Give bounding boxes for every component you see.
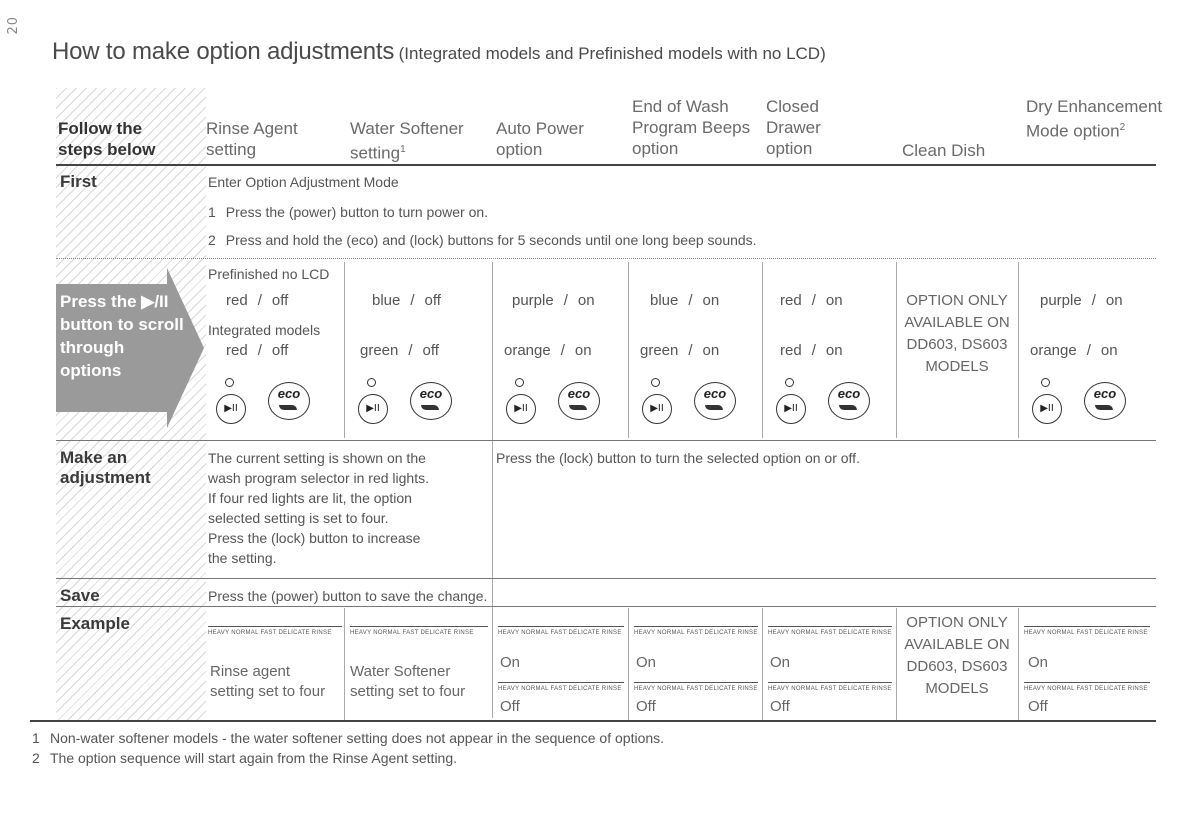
play-pause-icon: ▶II	[506, 394, 536, 424]
note-line: AVAILABLE ON	[904, 314, 1010, 331]
footnote-1	[32, 730, 664, 746]
col-divider	[628, 262, 629, 438]
option-pair: orange / on	[1030, 342, 1118, 359]
footnote-ref-1: 1	[400, 144, 406, 155]
option-state: on	[702, 342, 720, 359]
first-step-1	[208, 204, 488, 220]
option-color: red	[226, 342, 248, 359]
header-water-softener	[350, 118, 490, 164]
note-line: AVAILABLE ON	[904, 636, 1010, 653]
text-line: Water Softener	[350, 663, 451, 680]
note-line: MODELS	[925, 680, 989, 697]
scale-label: HEAVY NORMAL FAST DELICATE RINSE	[768, 686, 892, 692]
option-color: purple	[1040, 292, 1082, 309]
eco-icon: eco	[1084, 382, 1126, 420]
option-state: off	[271, 292, 289, 309]
option-pair: purple / on	[1040, 292, 1123, 309]
text-line: The current setting is shown on the	[208, 450, 426, 466]
indicator-dot-icon	[367, 378, 376, 387]
row-divider	[56, 606, 1156, 607]
indicator-dot-icon	[1041, 378, 1050, 387]
eco-icon: eco	[828, 382, 870, 420]
header-end-of-wash: End of Wash Program Beeps option	[632, 97, 751, 158]
table-bottom-rule	[30, 720, 1156, 722]
first-step-2	[208, 232, 757, 248]
col-divider	[628, 608, 629, 720]
option-color: orange	[504, 342, 551, 359]
option-state: on	[702, 292, 720, 309]
header-dry-enhancement	[1026, 96, 1176, 142]
footnote-text: Non-water softener models - the water softener setting does not appear in the sequence of options.	[50, 730, 665, 746]
play-pause-icon: ▶II	[216, 394, 246, 424]
footnote-number: 1	[32, 730, 40, 746]
eco-icon: eco	[558, 382, 600, 420]
wash-program-scale	[498, 676, 624, 692]
title-sub: (Integrated models and Prefinished models with no LCD)	[398, 44, 826, 63]
text-line: wash program selector in red lights.	[208, 470, 429, 486]
play-pause-icon: ▶II	[1032, 394, 1062, 424]
option-color: red	[780, 292, 802, 309]
col-divider	[1018, 262, 1019, 438]
note-line: DD603, DS603	[906, 336, 1008, 353]
row-divider	[56, 440, 1156, 441]
wash-program-scale	[498, 620, 624, 636]
col-divider	[344, 608, 345, 720]
option-color: red	[226, 292, 248, 309]
option-pair: blue / off	[372, 292, 441, 309]
first-title: Enter Option Adjustment Mode	[208, 174, 399, 190]
clean-dish-note-example	[898, 612, 1016, 700]
wash-program-scale	[350, 620, 488, 636]
scale-label: HEAVY NORMAL FAST DELICATE RINSE	[1024, 686, 1148, 692]
note-line: MODELS	[925, 358, 989, 375]
on-label: On	[500, 654, 521, 671]
scroll-arrow-text: Press the ▶/II button to scroll through options	[60, 292, 184, 380]
row-divider	[56, 578, 1156, 579]
indicator-dot-icon	[515, 378, 524, 387]
indicator-dot-icon	[225, 378, 234, 387]
col-divider	[762, 262, 763, 438]
option-pair: red / on	[780, 292, 843, 309]
option-color: orange	[1030, 342, 1077, 359]
page-number: 20	[6, 16, 21, 35]
header-clean-dish: Clean Dish	[902, 141, 986, 160]
row-label-first: First	[60, 172, 97, 191]
footnote-ref-2: 2	[1119, 122, 1126, 133]
step-text: Press the (power) button to turn power on.	[225, 204, 489, 220]
option-state: on	[574, 342, 592, 359]
row-label-make-adjustment: Make an adjustment	[60, 448, 151, 487]
off-label: Off	[1028, 698, 1048, 715]
play-pause-icon: ▶II	[358, 394, 388, 424]
play-pause-icon: ▶II	[776, 394, 806, 424]
option-pair: red / off	[226, 292, 289, 309]
header-rinse-agent: Rinse Agent setting	[206, 119, 298, 159]
button-icons	[500, 378, 610, 426]
step-number: 1	[208, 204, 216, 220]
text-line: Rinse agent	[210, 663, 291, 680]
option-state: on	[1105, 292, 1123, 309]
scale-label: HEAVY NORMAL FAST DELICATE RINSE	[498, 630, 622, 636]
footnote-number: 2	[32, 750, 40, 766]
note-line: OPTION ONLY	[906, 614, 1008, 631]
col-divider	[344, 262, 345, 438]
scale-label: HEAVY NORMAL FAST DELICATE RINSE	[768, 630, 892, 636]
col-divider	[492, 262, 493, 718]
note-line: DD603, DS603	[906, 658, 1008, 675]
on-label: On	[1028, 654, 1049, 671]
option-state: on	[577, 292, 595, 309]
step-text: Press and hold the (eco) and (lock) buttons for 5 seconds until one long beep sounds.	[225, 232, 757, 248]
off-label: Off	[770, 698, 790, 715]
header-water-softener-label: Water Softener setting	[350, 119, 464, 163]
save-text: Press the (power) button to save the change.	[208, 588, 488, 604]
option-color: blue	[650, 292, 679, 309]
option-color: green	[360, 342, 399, 359]
header-closed-drawer: Closed Drawer option	[766, 97, 821, 158]
off-label: Off	[636, 698, 656, 715]
wash-program-scale	[208, 620, 342, 636]
option-pair: red / on	[780, 342, 843, 359]
clean-dish-note	[898, 290, 1016, 378]
play-pause-icon: ▶II	[642, 394, 672, 424]
option-state: on	[1100, 342, 1118, 359]
button-icons	[636, 378, 746, 426]
button-icons	[770, 378, 880, 426]
rinse-example-text	[210, 662, 325, 702]
option-state: on	[825, 292, 843, 309]
scale-label: HEAVY NORMAL FAST DELICATE RINSE	[634, 686, 758, 692]
wash-program-scale	[768, 676, 892, 692]
option-state: on	[825, 342, 843, 359]
header-dry-enhancement-label: Dry Enhancement Mode option	[1026, 97, 1163, 141]
footnote-2	[32, 750, 457, 766]
header-follow: Follow the steps below	[58, 119, 156, 159]
title-main: How to make option adjustments	[52, 38, 395, 65]
header-rule	[56, 164, 1156, 166]
text-line: selected setting is set to four.	[208, 510, 389, 526]
wash-program-scale	[1024, 620, 1150, 636]
text-line: Press the (lock) button to increase	[208, 530, 421, 546]
eco-icon: eco	[694, 382, 736, 420]
col-divider	[896, 262, 897, 438]
eco-icon: eco	[268, 382, 310, 420]
on-label: On	[636, 654, 657, 671]
option-state: off	[424, 292, 441, 309]
make-right-text: Press the (lock) button to turn the selected option on or off.	[496, 450, 860, 466]
row-label-example: Example	[60, 614, 130, 633]
option-pair: orange / on	[504, 342, 592, 359]
text-line: setting set to four	[350, 683, 466, 700]
col-divider	[762, 608, 763, 720]
button-icons	[352, 378, 462, 426]
scale-label: HEAVY NORMAL FAST DELICATE RINSE	[498, 686, 622, 692]
indicator-dot-icon	[785, 378, 794, 387]
footnote-text: The option sequence will start again from the Rinse Agent setting.	[50, 750, 458, 766]
option-state: off	[271, 342, 289, 359]
row-label-save: Save	[60, 586, 100, 605]
indicator-dot-icon	[651, 378, 660, 387]
scale-label: HEAVY NORMAL FAST DELICATE RINSE	[350, 630, 474, 636]
text-line: setting set to four	[210, 683, 326, 700]
col-divider	[1018, 608, 1019, 720]
option-state: off	[422, 342, 439, 359]
scale-label: HEAVY NORMAL FAST DELICATE RINSE	[634, 630, 758, 636]
scale-label: HEAVY NORMAL FAST DELICATE RINSE	[1024, 630, 1148, 636]
button-icons	[210, 378, 320, 426]
wash-program-scale	[634, 620, 758, 636]
option-pair: green / on	[640, 342, 720, 359]
text-line: the setting.	[208, 550, 277, 566]
option-color: purple	[512, 292, 554, 309]
wash-program-scale	[768, 620, 892, 636]
wash-program-scale	[1024, 676, 1150, 692]
note-line: OPTION ONLY	[906, 292, 1008, 309]
integrated-label: Integrated models	[208, 322, 321, 338]
scale-label: HEAVY NORMAL FAST DELICATE RINSE	[208, 630, 332, 636]
text-line: If four red lights are lit, the option	[208, 490, 412, 506]
row-divider	[56, 258, 1156, 259]
col-divider	[896, 608, 897, 720]
off-label: Off	[500, 698, 520, 715]
eco-icon: eco	[410, 382, 452, 420]
button-icons	[1026, 378, 1136, 426]
prefinished-label: Prefinished no LCD	[208, 266, 330, 282]
option-pair: green / off	[360, 342, 439, 359]
wash-program-scale	[634, 676, 758, 692]
step-number: 2	[208, 232, 216, 248]
make-left-text	[208, 448, 429, 568]
option-pair: purple / on	[512, 292, 595, 309]
header-auto-power: Auto Power option	[496, 119, 584, 159]
option-color: green	[640, 342, 679, 359]
softener-example-text	[350, 662, 465, 702]
page-title	[52, 38, 826, 66]
on-label: On	[770, 654, 791, 671]
option-color: red	[780, 342, 802, 359]
option-pair: blue / on	[650, 292, 720, 309]
option-pair: red / off	[226, 342, 289, 359]
option-color: blue	[372, 292, 401, 309]
